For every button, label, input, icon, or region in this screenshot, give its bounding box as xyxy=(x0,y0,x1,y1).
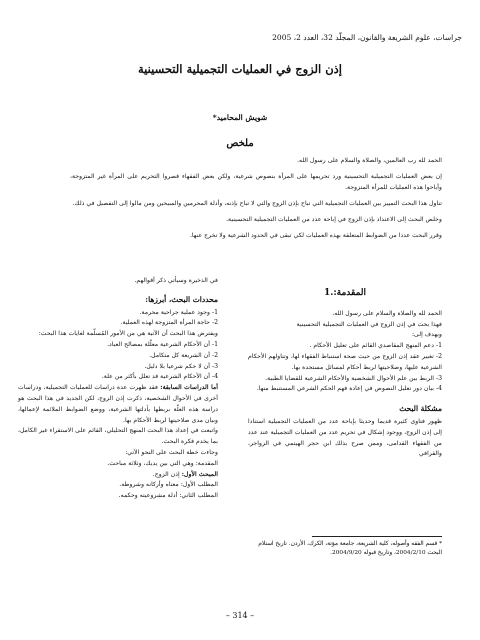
requirement-one: المطلب الأول: معناه وأركانه وشروطه. xyxy=(119,481,218,489)
chapter-one xyxy=(18,470,218,481)
abstract-paragraph: تناول هذا البحث التمييز بين العمليات التجميلية التي تباح بإذن الزوج والتي لا تباح بإذنه، وأدلة المحرمين والمبيحين ومن مالوا إلى التفصيل في ذلك. xyxy=(72,200,442,207)
intro-line: الحمد لله والصلاة والسلام على رسول الله. xyxy=(332,309,442,317)
limits-heading: محددات البحث، أبرزها: xyxy=(145,294,218,304)
plan-intro: المقدمة: وهي التي بين يديك، وثلاثة مباحث. xyxy=(107,459,218,467)
chapter-one-title: إذن الزوج. xyxy=(152,470,180,478)
page-number: – 314 – xyxy=(225,611,255,620)
abstract-paragraph: إن بعض العمليات التجميلية التحسينية ورد تحريمها على المرأة بنصوص شرعية، ولكن بعض الفقهاء قصروا التحريم على المرأة غير المتزوجة، وأباحوا هذه العمليات للمرأة المتزوجة. xyxy=(70,173,442,191)
intro-heading xyxy=(248,288,442,299)
paper-title: إذن الزوج في العمليات التجميلية التحسينية xyxy=(138,62,342,76)
plan-text: وجاءت خطة البحث على النحو الآتي: xyxy=(125,448,218,456)
goal-item: 2- تغيير عقد إذن الزوج من حيث صحة استنباط الفقهاء لها، وتناولهم الأحكام الشرعية عليها، وصلاحيتها لربط أحكام لمسائل مستجدة بها. xyxy=(248,352,442,371)
problem-text: ظهور فتاوى كثيرة قديما وحديثا بإباحة عدد من العمليات التجميلية استنادا إلى إذن الزوج، ووجود إشكال في تحريم عدد من العمليات التجميلية عند عدد من الفقهاء القدامى، وممن صرح بذلك ابن حجر الهيتمي في الزواجر، والقرافي xyxy=(248,417,442,458)
left-column xyxy=(18,276,218,502)
section-number: .1 xyxy=(323,288,334,298)
right-column xyxy=(248,288,442,460)
previous-studies-text: فقد ظهرت عدة دراسات للعمليات التجميلية، ودراسات أخرى في الأحوال الشخصية، ذكرت إذن الزوج، لكن الجديد في هذا البحث هو دراسة هذه العلّة بربطها بأدلتها الشرعية، ووضع الضوابط الملائمة لإعمالها، وبيان مدى صلاحيتها لربط الأحكام بها. xyxy=(18,384,218,424)
previous-studies xyxy=(18,383,218,426)
abstract-heading: ملخص xyxy=(226,138,254,149)
author-name: شويش المحاميد* xyxy=(212,113,268,122)
intro-line: ويهدف إلى: xyxy=(411,331,442,339)
method-text: واتبعت في إعداد هذا البحث المنهج التحليلي، القائم على الاستقراء غير الكامل، بما يخدم فكرة البحث. xyxy=(18,427,218,446)
footnote-divider xyxy=(312,536,442,537)
assumption-item: 1- أن الأحكام الشرعية معلّلة بمصالح العباد. xyxy=(107,340,218,348)
footnote: * قسم الفقه وأصوله، كلية الشريعة، جامعة مؤتة، الكرك، الأردن. تاريخ استلام البحث 2004/2/10، وتاريخ قبوله 2004/9/20. xyxy=(258,541,442,556)
limit-item: 1- وجود عملية جراحية محرمة. xyxy=(139,308,218,316)
assumption-item: 4- أن الأحكام الشرعية قد تعلل بأكثر من علة. xyxy=(101,373,218,381)
abstract-paragraph: وخلص البحث إلى الاعتداد بإذن الزوج في إباحة عدد من العمليات التجميلية التحسينية. xyxy=(226,216,442,223)
previous-studies-label: أما الدراسات السابقة: xyxy=(160,384,218,392)
intro-heading-text: المقدمة: xyxy=(333,288,367,298)
goal-item: 3- الربط بين علم الأحوال الشخصية والأحكام الشرعية للقضايا الطبية. xyxy=(265,374,442,382)
assumption-item: 3- أن لا حكم شرعيا بلا دليل. xyxy=(144,362,218,370)
limits-text: ويفترض هذا البحث أن الآتية هي من الأمور المُسلّمة لغايات هذا البحث: xyxy=(38,330,218,338)
goal-item: 4- بيان دور تعليل النصوص في إعادة فهم الحكم الشرعي المستنبط منها. xyxy=(256,385,442,393)
problem-heading: مشكلة البحث xyxy=(399,404,442,414)
chapter-one-label: المبحث الأول: xyxy=(181,470,218,478)
continued-line: في الذخيرة وسيأتي ذكر أقوالهم. xyxy=(134,277,218,284)
abstract-paragraph: وقرر البحث عددا من الضوابط المتعلقة بهذه العمليات لكي تبقى في الحدود الشرعية ولا تخرج عنها. xyxy=(189,232,442,239)
intro-line: فهذا بحث في إذن الزوج في العمليات التجميلية التحسينية xyxy=(296,320,442,328)
assumption-item: 2- أن الشريعة كل متكامل. xyxy=(149,351,218,359)
abstract-body xyxy=(70,155,442,246)
journal-header: جراسات، علوم الشريعة والقانون، المجلّد 32، العدد 2، 2005 xyxy=(272,33,462,42)
limit-item: 2- حاجة المرأة المتزوجة لهذه العملية. xyxy=(120,319,218,327)
goal-item: 1- دعم المنهج المقاصدي القائم على تعليل الأحكام . xyxy=(309,342,442,350)
requirement-two: المطلب الثاني: أدلة مشروعيته وحكمه. xyxy=(118,492,218,500)
abstract-paragraph: الحمد لله رب العالمين، والصلاة والسلام على رسول الله. xyxy=(297,157,442,164)
